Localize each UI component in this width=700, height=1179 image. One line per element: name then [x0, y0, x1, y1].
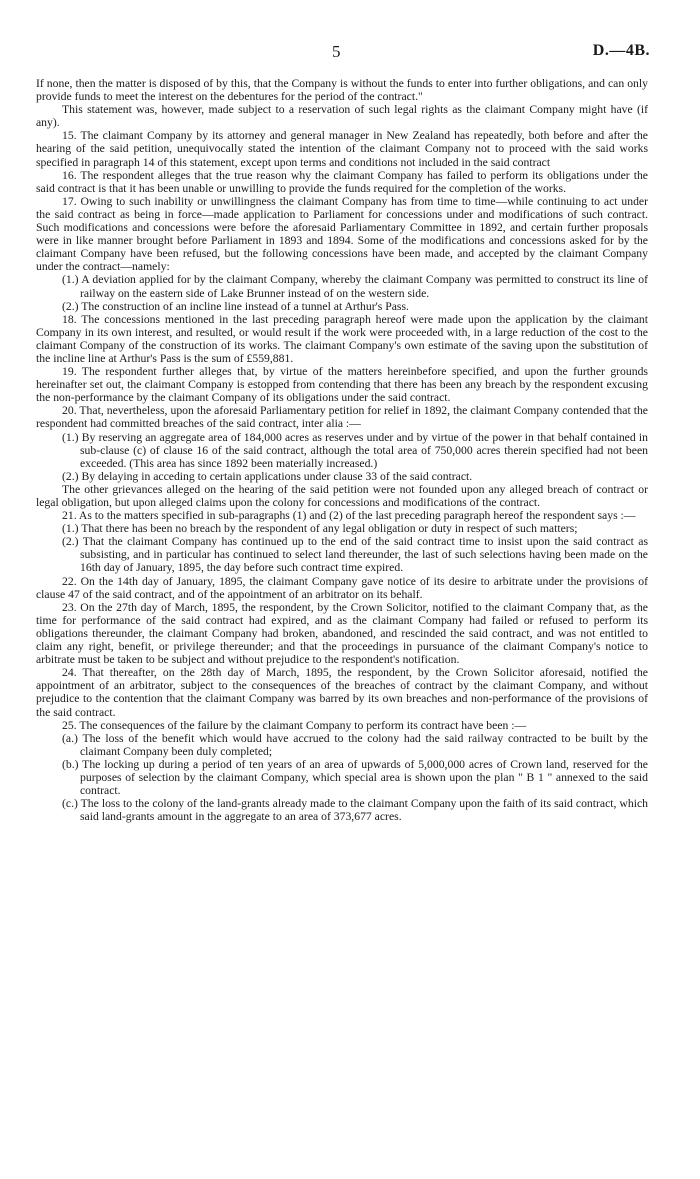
paragraph-22: 22. On the 14th day of January, 1895, the claimant Company gave notice of its desire to arbitrate under the provisions of clause 47 of the said contract, and of the appointment of an arbitrator on its behalf.: [36, 574, 648, 601]
list-item: (b.) The locking up during a period of ten years of an area of upwards of 5,000,000 acres of Crown land, reserved for the purposes of selection by the claimant Company, which special area is shown upon the plan " B 1 " annexed to the said contract.: [62, 757, 648, 798]
paragraph: The other grievances alleged on the hearing of the said petition were not founded upon any alleged breach of contract or legal obligation, but upon alleged claims upon the colony for concessions and modifications of the contract.: [36, 482, 648, 509]
paragraph: This statement was, however, made subject to a reservation of such legal rights as the claimant Company might have (if any).: [36, 103, 648, 130]
document-body: [36, 77, 648, 823]
paragraph-16: 16. The respondent alleges that the true reason why the claimant Company has failed to perform its obligations under the said contract is that it has been unable or unwilling to provide the funds required for the completion of the works.: [36, 168, 648, 195]
document-reference: D.—4B.: [592, 42, 650, 59]
paragraph-17: 17. Owing to such inability or unwillingness the claimant Company has from time to time—while continuing to act under the said contract as being in force—made application to Parliament for concessions under and modifications of such contract. Such modifications and concessions were before the aforesaid Parliamentary Committee in 1892, and certain further proposals were in like manner brought before Parliament in 1893 and 1894. Some of the modifications and concessions asked for by the claimant Company have been refused, but the following concessions have been made, and accepted by the claimant Company under the contract—namely:: [36, 194, 648, 274]
paragraph-15: 15. The claimant Company by its attorney and general manager in New Zealand has repeatedly, both before and after the hearing of the said petition, unequivocally stated the intention of the claimant Company not to proceed with the said works specified in paragraph 14 of this statement, except upon terms and conditions not included in the said contract: [36, 129, 648, 169]
page-header: [0, 42, 700, 64]
list-item: (2.) The construction of an incline line instead of a tunnel at Arthur's Pass.: [62, 299, 409, 313]
paragraph-23: 23. On the 27th day of March, 1895, the respondent, by the Crown Solicitor, notified to the claimant Company that, as the time for performance of the said contract had expired, and as the claimant Company had failed or refused to perform its obligations thereunder, the claimant Company had broken, abandoned, and rescinded the said contract, and was not entitled to claim any right, benefit, or privilege thereunder; and that the proceedings in pursuance of the claimant Company's notice to arbitrate must be taken to be subject and without prejudice to the respondent's notification.: [36, 600, 648, 667]
paragraph-18: 18. The concessions mentioned in the last preceding paragraph hereof were made upon the application by the claimant Company in its own interest, and resulted, or would result if the work were proceeded with, in a large reduction of the cost to the claimant Company of the construction of its works. The claimant Company's own estimate of the saving upon the substitution of the incline line at Arthur's Pass is the sum of £559,881.: [36, 312, 648, 365]
paragraph-24: 24. That thereafter, on the 28th day of March, 1895, the respondent, by the Crown Solicitor aforesaid, notified the appointment of an arbitrator, subject to the consequences of the breaches of contract by the claimant Company, and without prejudice to the contention that the claimant Company was barred by its own breaches and non-performance of the provisions of the said contract.: [36, 666, 648, 719]
list-item: (1.) By reserving an aggregate area of 184,000 acres as reserves under and by virtue of the power in that behalf contained in sub-clause (c) of clause 16 of the said contract, although the total area of 750,000 acres therein specified had not been exceeded. (This area has since 1892 been materially increased.): [62, 430, 648, 470]
paragraph-19: 19. The respondent further alleges that, by virtue of the matters hereinbefore specified, and upon the further grounds hereinafter set out, the claimant Company is estopped from contending that there has been any breach by the respondent excusing the non-performance by the claimant Company of its obligations under the said contract.: [36, 365, 648, 405]
paragraph: If none, then the matter is disposed of by this, that the Company is without the funds to enter into further obligations, and can only provide funds to meet the interest on the debentures for the period of the contract.": [36, 77, 648, 104]
page-number: 5: [332, 42, 341, 61]
list-item: (c.) The loss to the colony of the land-grants already made to the claimant Company upon the faith of its said contract, which said land-grants amount in the aggregate to an area of 373,677 acres.: [62, 797, 648, 824]
list-item: (2.) That the claimant Company has continued up to the end of the said contract time to insist upon the said contract as subsisting, and in particular has continued to select land thereunder, the last of such selections having been made on the 16th day of January, 1895, the day before such contract time expired.: [62, 535, 648, 575]
list-item: (a.) The loss of the benefit which would have accrued to the colony had the said railway contracted to be built by the claimant Company been duly completed;: [62, 731, 648, 758]
paragraph-25: 25. The consequences of the failure by the claimant Company to perform its contract have been :—: [62, 718, 527, 732]
paragraph-21: 21. As to the matters specified in sub-paragraphs (1) and (2) of the last preceding paragraph hereof the respondent says :—: [62, 509, 636, 523]
list-item: (1.) A deviation applied for by the claimant Company, whereby the claimant Company was permitted to construct its line of railway on the eastern side of Lake Brunner instead of on the western side.: [62, 273, 648, 300]
list-item: (2.) By delaying in acceding to certain applications under clause 33 of the said contract.: [62, 469, 473, 483]
list-item: (1.) That there has been no breach by the respondent of any legal obligation or duty in respect of such matters;: [62, 522, 578, 536]
paragraph-20: 20. That, nevertheless, upon the aforesaid Parliamentary petition for relief in 1892, the claimant Company contended that the respondent had committed breaches of the said contract, inter alia :—: [36, 404, 648, 431]
